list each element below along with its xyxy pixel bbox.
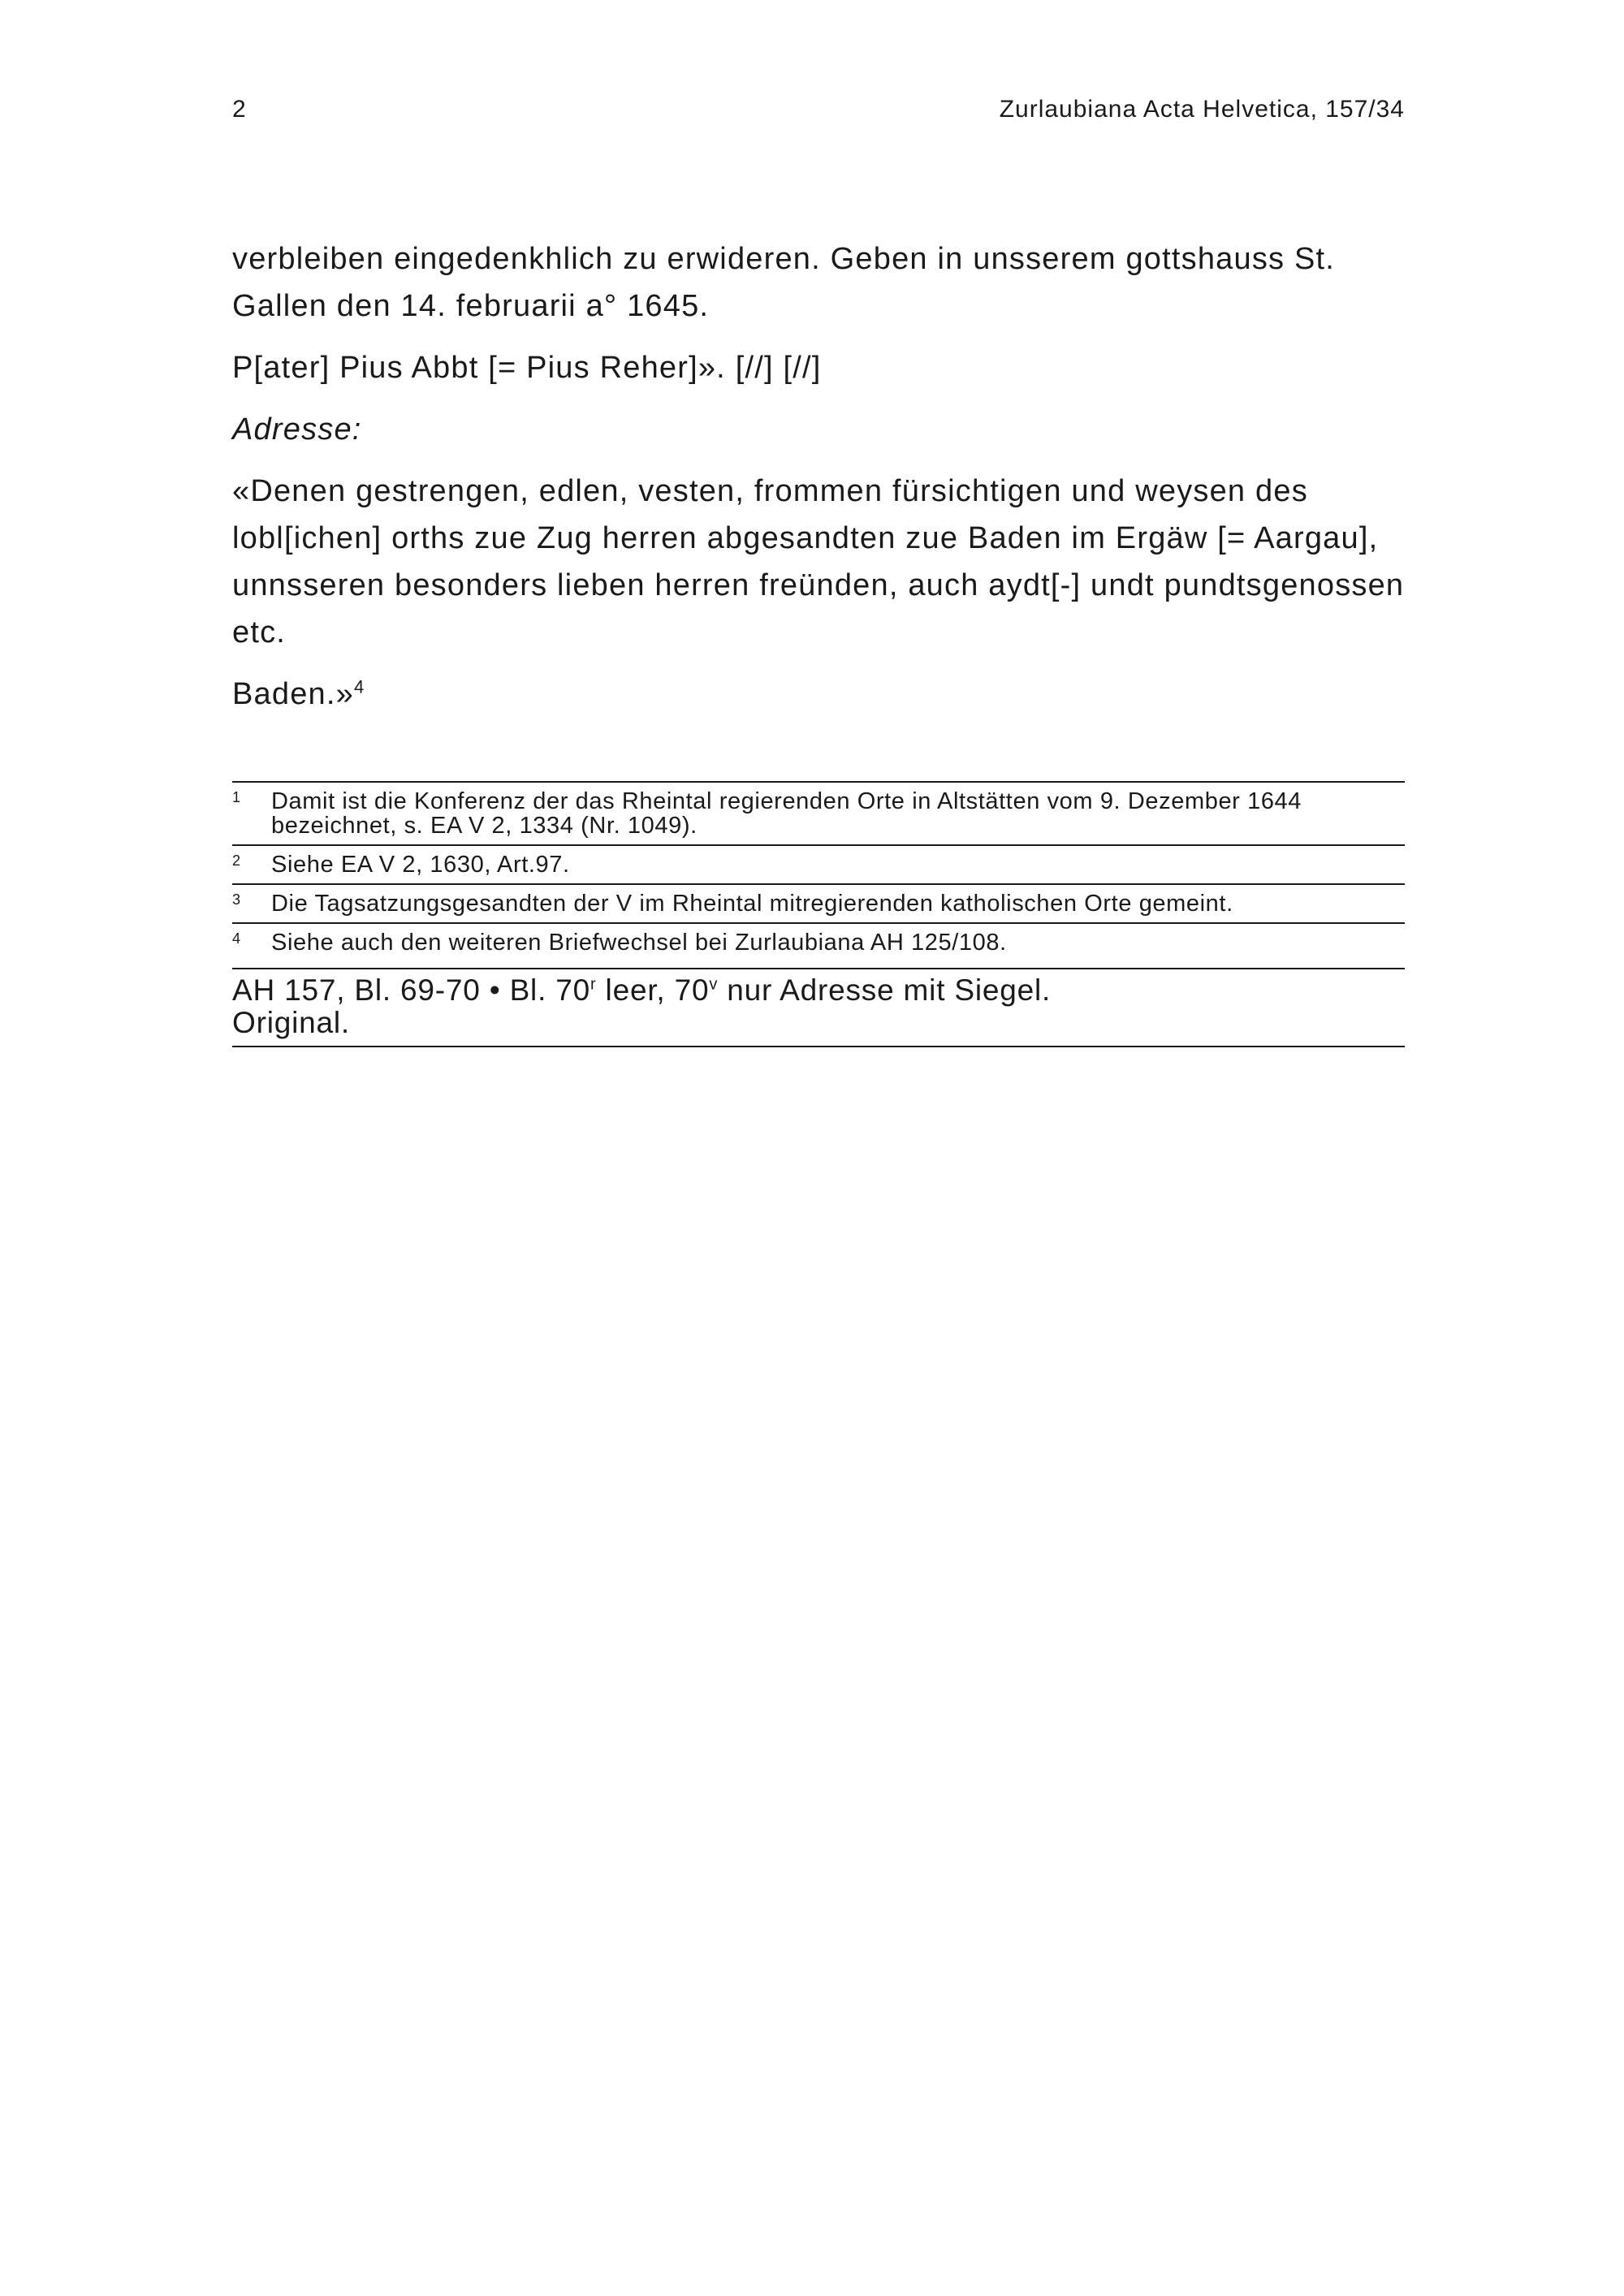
verso-marker: v: [709, 975, 719, 994]
footnote-text: Die Tagsatzungsgesandten der V im Rheintal mitregierenden katholischen Orte gemeint.: [271, 891, 1233, 917]
source-part: leer, 70: [596, 973, 710, 1007]
source-line: [232, 974, 1405, 1007]
body-text: [232, 235, 1405, 732]
address-place-text: Baden.»: [232, 677, 354, 711]
footnote: [232, 922, 1405, 961]
footnote-number: 4: [232, 930, 241, 947]
source-block: [232, 968, 1405, 1047]
footnote-text: Siehe EA V 2, 1630, Art.97.: [271, 852, 570, 878]
running-head: Zurlaubiana Acta Helvetica, 157/34: [999, 96, 1405, 123]
footnote: [232, 883, 1405, 922]
footnote-number: 2: [232, 852, 241, 869]
footnote-text: Siehe auch den weiteren Briefwechsel bei Zurlaubiana AH 125/108.: [271, 930, 1007, 956]
address-place: [232, 671, 1405, 718]
signature-line: P[ater] Pius Abbt [= Pius Reher]». [//] [//]: [232, 351, 822, 385]
recto-marker: r: [590, 975, 597, 994]
footnote: [232, 844, 1405, 883]
source-original-line: Original.: [232, 1006, 350, 1039]
footnotes: [232, 781, 1405, 1047]
address-paragraph: «Denen gestrengen, edlen, vesten, frommen fürsichtigen und weysen des lobl[ichen] orths zue Zug herren abgesandten zue Baden im Ergäw [= Aargau], unnsseren besonders lieben herren freünden, auch aydt[-] undt pundtsgenossen etc.: [232, 474, 1405, 650]
source-part: AH 157, Bl. 69-70 • Bl. 70: [232, 973, 590, 1007]
address-heading: Adresse:: [232, 412, 362, 447]
footnote-reference: 4: [353, 676, 365, 697]
footnote: [232, 781, 1405, 844]
footnote-text: Damit ist die Konferenz der das Rheintal regierenden Orte in Altstätten vom 9. Dezember 1644 bezeichnet, s. EA V 2, 1334 (Nr. 1049).: [271, 788, 1302, 839]
letter-closing-paragraph: verbleiben eingedenkhlich zu erwideren. Geben in unsserem gottshauss St. Gallen den 14. februarii a° 1645.: [232, 242, 1336, 323]
page-header: [232, 96, 1405, 128]
footnote-number: 1: [232, 789, 241, 805]
source-part: nur Adresse mit Siegel.: [718, 973, 1052, 1007]
page-number: 2: [232, 96, 247, 123]
footnote-number: 3: [232, 891, 241, 908]
